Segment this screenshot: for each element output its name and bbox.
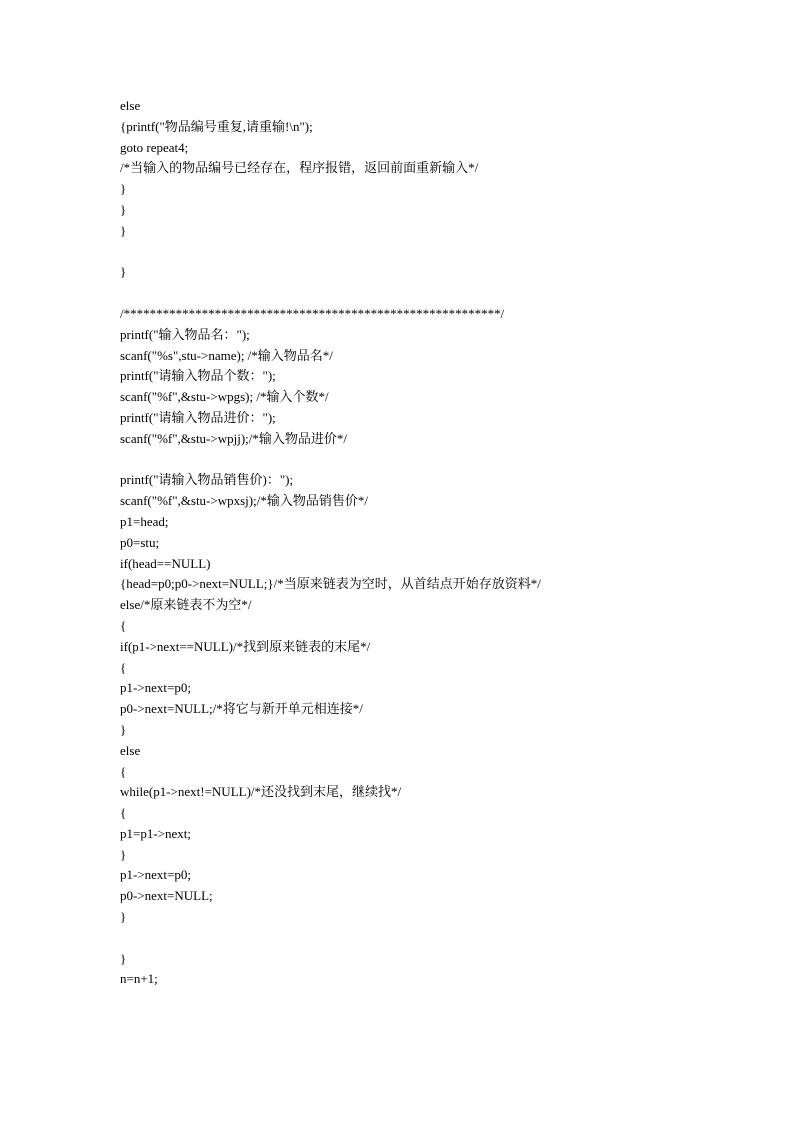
code-line: printf("输入物品名："); <box>120 326 250 342</box>
code-line: p0->next=NULL;/*将它与新开单元相连接*/ <box>120 701 363 717</box>
code-line: scanf("%s",stu->name); /*输入物品名*/ <box>120 347 333 363</box>
code-line: else <box>120 742 141 758</box>
code-line: else/*原来链表不为空*/ <box>120 597 252 613</box>
code-listing <box>120 96 541 990</box>
code-line <box>120 283 541 304</box>
code-line: /*当输入的物品编号已经存在，程序报错，返回前面重新输入*/ <box>120 160 479 176</box>
code-line: scanf("%f",&stu->wpxsj);/*输入物品销售价*/ <box>120 493 368 509</box>
code-line: else <box>120 98 141 113</box>
code-line: { <box>120 763 127 779</box>
code-line: if(head==NULL) <box>120 555 211 571</box>
code-line: {printf("物品编号重复,请重输!\n"); <box>120 118 313 134</box>
code-line: p1->next=p0; <box>120 867 191 883</box>
code-line: } <box>120 222 127 238</box>
code-line: p0->next=NULL; <box>120 888 213 904</box>
code-line: p0=stu; <box>120 534 160 550</box>
code-line: } <box>120 909 127 925</box>
code-line <box>120 450 541 471</box>
code-line: printf("请输入物品个数："); <box>120 368 276 384</box>
code-line <box>120 928 541 949</box>
code-line: if(p1->next==NULL)/*找到原来链表的末尾*/ <box>120 638 371 654</box>
code-line: goto repeat4; <box>120 139 189 155</box>
code-line: } <box>120 264 127 280</box>
code-line: } <box>120 950 127 966</box>
code-line: n=n+1; <box>120 971 158 987</box>
code-line: /**********************************************************/ <box>120 305 505 321</box>
code-line: p1=p1->next; <box>120 825 191 841</box>
code-line: } <box>120 721 127 737</box>
code-line: } <box>120 181 127 197</box>
code-line: {head=p0;p0->next=NULL;}/*当原来链表为空时，从首结点开始存放资料*/ <box>120 576 541 592</box>
code-line: while(p1->next!=NULL)/*还没找到末尾，继续找*/ <box>120 784 402 800</box>
code-line: p1=head; <box>120 513 169 529</box>
code-line: } <box>120 846 127 862</box>
code-line: { <box>120 659 127 675</box>
code-line <box>120 242 541 263</box>
code-line: scanf("%f",&stu->wpgs); /*输入个数*/ <box>120 389 329 405</box>
code-line: { <box>120 805 127 821</box>
code-line: printf("请输入物品进价："); <box>120 409 276 425</box>
code-line: printf("请输入物品销售价)："); <box>120 472 294 488</box>
code-line: { <box>120 617 127 633</box>
code-line: } <box>120 201 127 217</box>
code-line: scanf("%f",&stu->wpjj);/*输入物品进价*/ <box>120 430 347 446</box>
code-line: p1->next=p0; <box>120 680 191 696</box>
